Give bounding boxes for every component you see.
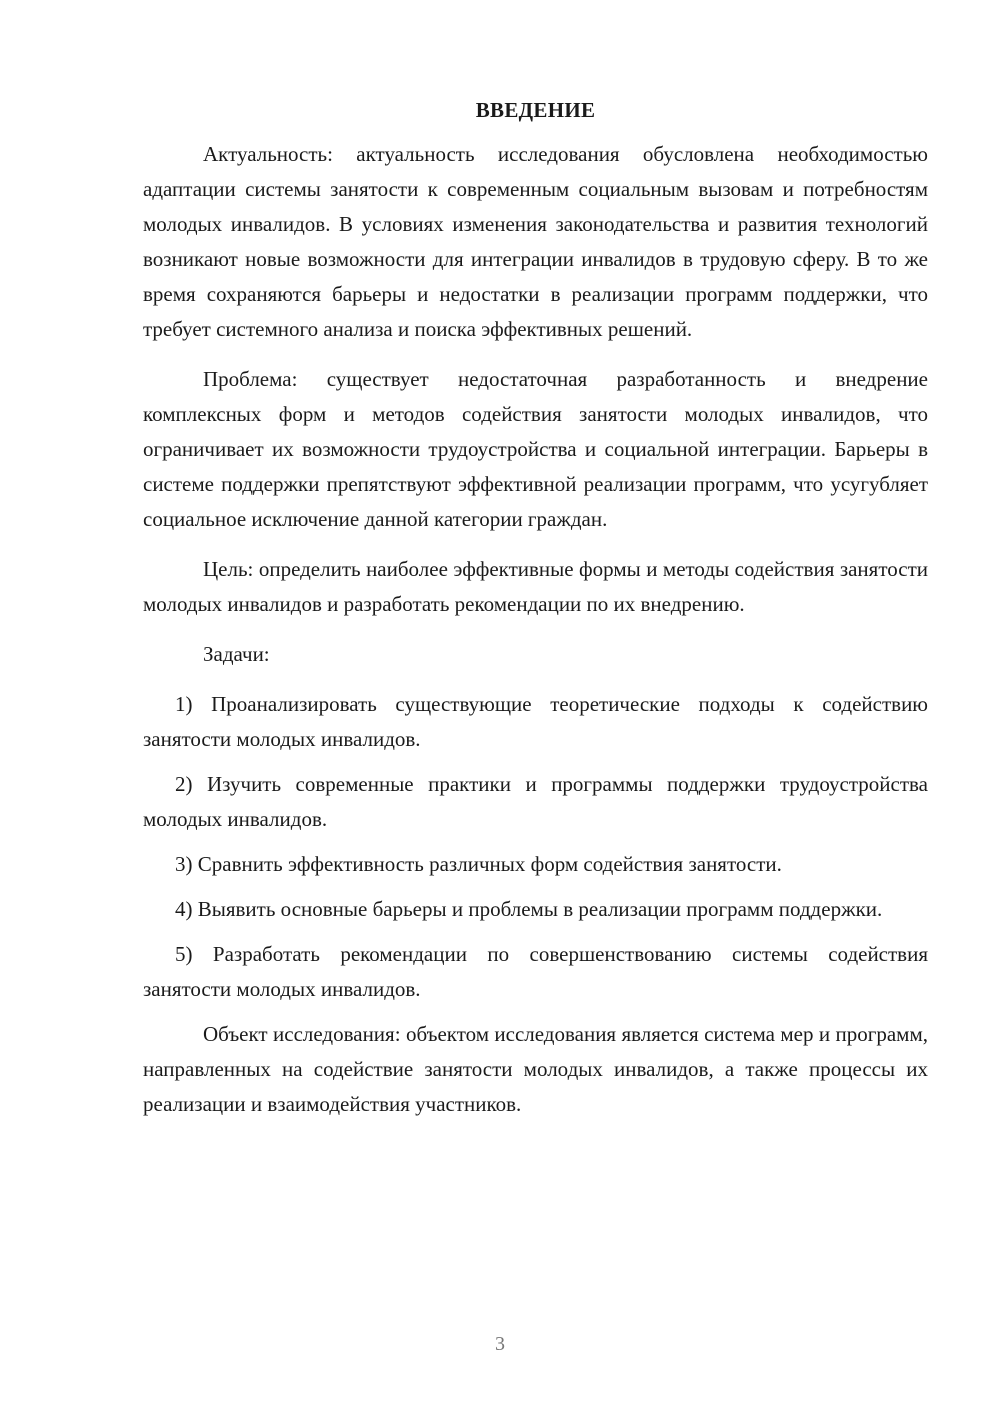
task-item-5: 5) Разработать рекомендации по совершенствованию системы содействия занятости молодых инвалидов. [143, 942, 928, 1001]
section-heading: ВВЕДЕНИЕ [475, 98, 596, 122]
goal-paragraph: Цель: определить наиболее эффективные формы и методы содействия занятости молодых инвалидов и разработать рекомендации по их внедрению. [143, 557, 928, 616]
task-item-4: 4) Выявить основные барьеры и проблемы в реализации программ поддержки. [175, 897, 883, 921]
tasks-list [143, 687, 928, 1007]
tasks-label: Задачи: [203, 642, 270, 666]
page-number: 3 [495, 1333, 505, 1355]
object-paragraph: Объект исследования: объектом исследования является система мер и программ, направленных на содействие занятости молодых инвалидов, а также процессы их реализации и взаимодействия участников. [143, 1022, 928, 1116]
task-item-3: 3) Сравнить эффективность различных форм содействия занятости. [175, 852, 782, 876]
document-page [143, 95, 928, 1137]
task-item-2: 2) Изучить современные практики и программы поддержки трудоустройства молодых инвалидов. [143, 772, 928, 831]
relevance-paragraph: Актуальность: актуальность исследования обусловлена необходимостью адаптации системы занятости к современным социальным вызовам и потребностям молодых инвалидов. В условиях изменения законодательства и развития технологий возникают новые возможности для интеграции инвалидов в трудовую сферу. В то же время сохраняются барьеры и недостатки в реализации программ поддержки, что требует системного анализа и поиска эффективных решений. [143, 142, 928, 341]
task-item-1: 1) Проанализировать существующие теоретические подходы к содействию занятости молодых инвалидов. [143, 692, 928, 751]
problem-paragraph: Проблема: существует недостаточная разработанность и внедрение комплексных форм и методов содействия занятости молодых инвалидов, что ограничивает их возможности трудоустройства и социальной интеграции. Барьеры в системе поддержки препятствуют эффективной реализации программ, что усугубляет социальное исключение данной категории граждан. [143, 367, 928, 531]
